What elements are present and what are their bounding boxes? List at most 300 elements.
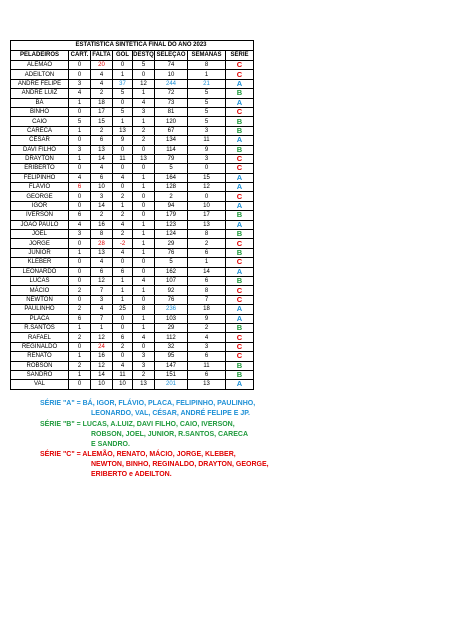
destq-cell: 1 <box>133 183 155 192</box>
falta-cell: 14 <box>91 201 113 210</box>
semanas-cell: 6 <box>188 248 226 257</box>
player-name: SANDRO <box>11 370 69 379</box>
player-name: CÉSAR <box>11 136 69 145</box>
gol-cell: 2 <box>113 192 133 201</box>
player-name: ANDRÉ LUIZ <box>11 89 69 98</box>
serie-cell: C <box>226 286 254 295</box>
selecao-cell: 76 <box>155 248 188 257</box>
player-name: IGOR <box>11 201 69 210</box>
player-name: PAULINHO <box>11 305 69 314</box>
semanas-cell: 11 <box>188 136 226 145</box>
legend-line: ROBSON, JOEL, JUNIOR, R.SANTOS, CARECA <box>91 431 249 438</box>
semanas-cell: 8 <box>188 230 226 239</box>
player-name: KLEBER <box>11 258 69 267</box>
gol-cell: 13 <box>113 126 133 135</box>
selecao-cell: 123 <box>155 220 188 229</box>
selecao-cell: 128 <box>155 183 188 192</box>
falta-cell: 28 <box>91 239 113 248</box>
destq-cell: 4 <box>133 276 155 285</box>
table-row <box>11 164 254 173</box>
player-name: JUNIOR <box>11 248 69 257</box>
player-name: DAVI FILHO <box>11 145 69 154</box>
falta-cell: 2 <box>91 89 113 98</box>
cart-cell: 5 <box>69 117 91 126</box>
cart-cell: 4 <box>69 89 91 98</box>
gol-cell: 1 <box>113 286 133 295</box>
cart-cell: 4 <box>69 173 91 182</box>
semanas-cell: 8 <box>188 61 226 70</box>
destq-cell: 1 <box>133 323 155 332</box>
cart-cell: 0 <box>69 342 91 351</box>
player-name: JOÃO PAULO <box>11 220 69 229</box>
selecao-cell: 147 <box>155 361 188 370</box>
selecao-cell: 79 <box>155 154 188 163</box>
destq-cell: 3 <box>133 361 155 370</box>
player-name: R.SANTOS <box>11 323 69 332</box>
gol-cell: 0 <box>113 145 133 154</box>
cart-cell: 0 <box>69 258 91 267</box>
table-row <box>11 370 254 379</box>
destq-cell: 1 <box>133 248 155 257</box>
cart-cell: 0 <box>69 61 91 70</box>
destq-cell: 0 <box>133 258 155 267</box>
gol-cell: 11 <box>113 154 133 163</box>
falta-cell: 4 <box>91 258 113 267</box>
falta-cell: 14 <box>91 154 113 163</box>
cart-cell: 0 <box>69 70 91 79</box>
col-destq: DESTQ <box>133 51 155 61</box>
cart-cell: 0 <box>69 295 91 304</box>
table-row <box>11 211 254 220</box>
table-row <box>11 154 254 163</box>
cart-cell: 1 <box>69 154 91 163</box>
table-row <box>11 314 254 323</box>
falta-cell: 6 <box>91 173 113 182</box>
selecao-cell: 236 <box>155 305 188 314</box>
serie-cell: B <box>226 117 254 126</box>
falta-cell: 12 <box>91 276 113 285</box>
cart-cell: 0 <box>69 136 91 145</box>
semanas-cell: 21 <box>188 79 226 88</box>
serie-cell: C <box>226 352 254 361</box>
serie-cell: C <box>226 61 254 70</box>
gol-cell: 4 <box>113 361 133 370</box>
destq-cell: 4 <box>133 333 155 342</box>
cart-cell: 1 <box>69 352 91 361</box>
cart-cell: 0 <box>69 107 91 116</box>
legend-line: ERIBERTO e ADEILTON. <box>91 471 172 478</box>
cart-cell: 3 <box>69 79 91 88</box>
gol-cell: 1 <box>113 117 133 126</box>
semanas-cell: 12 <box>188 183 226 192</box>
table-row <box>11 126 254 135</box>
col-peladeiros: PELADEIROS <box>11 51 69 61</box>
player-name: REGINALDO <box>11 342 69 351</box>
player-name: FELIPINHO <box>11 173 69 182</box>
selecao-cell: 5 <box>155 164 188 173</box>
cart-cell: 2 <box>69 305 91 314</box>
cart-cell: 6 <box>69 211 91 220</box>
selecao-cell: 5 <box>155 258 188 267</box>
player-name: BINHO <box>11 107 69 116</box>
selecao-cell: 92 <box>155 286 188 295</box>
selecao-cell: 124 <box>155 230 188 239</box>
falta-cell: 8 <box>91 230 113 239</box>
selecao-cell: 74 <box>155 61 188 70</box>
semanas-cell: 14 <box>188 267 226 276</box>
selecao-cell: 94 <box>155 201 188 210</box>
table-row <box>11 107 254 116</box>
serie-cell: C <box>226 342 254 351</box>
table-row <box>11 230 254 239</box>
destq-cell: 1 <box>133 220 155 229</box>
serie-cell: C <box>226 70 254 79</box>
destq-cell: 0 <box>133 211 155 220</box>
selecao-cell: 107 <box>155 276 188 285</box>
selecao-cell: 95 <box>155 352 188 361</box>
destq-cell: 0 <box>133 201 155 210</box>
legend-line: SÉRIE "B" = LUCAS, A.LUIZ, DAVI FILHO, CAIO, IVERSON, <box>40 421 235 428</box>
semanas-cell: 10 <box>188 201 226 210</box>
semanas-cell: 1 <box>188 70 226 79</box>
selecao-cell: 73 <box>155 98 188 107</box>
gol-cell: 0 <box>113 164 133 173</box>
semanas-cell: 0 <box>188 164 226 173</box>
table-row <box>11 248 254 257</box>
falta-cell: 20 <box>91 61 113 70</box>
gol-cell: 0 <box>113 352 133 361</box>
semanas-cell: 0 <box>188 192 226 201</box>
table-row <box>11 173 254 182</box>
falta-cell: 4 <box>91 305 113 314</box>
destq-cell: 1 <box>133 173 155 182</box>
table-row <box>11 286 254 295</box>
serie-cell: A <box>226 136 254 145</box>
semanas-cell: 5 <box>188 89 226 98</box>
destq-cell: 1 <box>133 286 155 295</box>
player-name: ROBSON <box>11 361 69 370</box>
semanas-cell: 7 <box>188 295 226 304</box>
gol-cell: 11 <box>113 370 133 379</box>
falta-cell: 17 <box>91 107 113 116</box>
gol-cell: 2 <box>113 211 133 220</box>
cart-cell: 1 <box>69 370 91 379</box>
player-name: ALEMÃO <box>11 61 69 70</box>
player-name: NEWTON <box>11 295 69 304</box>
player-name: CARECA <box>11 126 69 135</box>
serie-cell: A <box>226 380 254 389</box>
table-row <box>11 145 254 154</box>
semanas-cell: 2 <box>188 323 226 332</box>
gol-cell: -2 <box>113 239 133 248</box>
serie-cell: B <box>226 276 254 285</box>
table-row <box>11 276 254 285</box>
destq-cell: 13 <box>133 154 155 163</box>
selecao-cell: 164 <box>155 173 188 182</box>
falta-cell: 4 <box>91 70 113 79</box>
table-row <box>11 295 254 304</box>
table-row <box>11 323 254 332</box>
col-serie: SÉRIE <box>226 51 254 61</box>
serie-cell: C <box>226 239 254 248</box>
falta-cell: 7 <box>91 314 113 323</box>
table-row <box>11 192 254 201</box>
legend-serie-b <box>40 420 248 450</box>
player-name: LEONARDO <box>11 267 69 276</box>
cart-cell: 6 <box>69 314 91 323</box>
gol-cell: 0 <box>113 323 133 332</box>
cart-cell: 3 <box>69 230 91 239</box>
table-row <box>11 333 254 342</box>
serie-cell: C <box>226 258 254 267</box>
gol-cell: 1 <box>113 276 133 285</box>
falta-cell: 10 <box>91 183 113 192</box>
player-name: PLACA <box>11 314 69 323</box>
falta-cell: 3 <box>91 192 113 201</box>
cart-cell: 1 <box>69 126 91 135</box>
selecao-cell: 201 <box>155 380 188 389</box>
destq-cell: 12 <box>133 79 155 88</box>
table-row <box>11 220 254 229</box>
semanas-cell: 1 <box>188 258 226 267</box>
falta-cell: 2 <box>91 126 113 135</box>
destq-cell: 13 <box>133 380 155 389</box>
falta-cell: 12 <box>91 361 113 370</box>
destq-cell: 1 <box>133 89 155 98</box>
destq-cell: 0 <box>133 145 155 154</box>
falta-cell: 12 <box>91 333 113 342</box>
selecao-cell: 76 <box>155 295 188 304</box>
gol-cell: 0 <box>113 183 133 192</box>
gol-cell: 1 <box>113 201 133 210</box>
serie-cell: C <box>226 164 254 173</box>
player-name: GEORGE <box>11 192 69 201</box>
falta-cell: 7 <box>91 286 113 295</box>
cart-cell: 2 <box>69 286 91 295</box>
falta-cell: 16 <box>91 352 113 361</box>
cart-cell: 2 <box>69 361 91 370</box>
selecao-cell: 162 <box>155 267 188 276</box>
serie-cell: A <box>226 305 254 314</box>
destq-cell: 0 <box>133 267 155 276</box>
col-semanas: SEMANAS <box>188 51 226 61</box>
gol-cell: 0 <box>113 61 133 70</box>
table-row <box>11 342 254 351</box>
player-name: IVERSON <box>11 211 69 220</box>
destq-cell: 0 <box>133 70 155 79</box>
table-row <box>11 201 254 210</box>
falta-cell: 3 <box>91 295 113 304</box>
destq-cell: 2 <box>133 370 155 379</box>
player-name: JORGE <box>11 239 69 248</box>
table-row <box>11 258 254 267</box>
serie-cell: B <box>226 370 254 379</box>
semanas-cell: 3 <box>188 342 226 351</box>
table-row <box>11 61 254 70</box>
selecao-cell: 67 <box>155 126 188 135</box>
legend-line: SÉRIE "C" = ALEMÃO, RENATO, MÁCIO, JORGE, KLEBER, <box>40 451 236 458</box>
gol-cell: 1 <box>113 295 133 304</box>
table-row <box>11 305 254 314</box>
serie-cell: C <box>226 107 254 116</box>
serie-cell: B <box>226 211 254 220</box>
destq-cell: 1 <box>133 230 155 239</box>
gol-cell: 4 <box>113 173 133 182</box>
semanas-cell: 6 <box>188 352 226 361</box>
destq-cell: 3 <box>133 352 155 361</box>
player-name: LUCAS <box>11 276 69 285</box>
selecao-cell: 32 <box>155 342 188 351</box>
destq-cell: 0 <box>133 295 155 304</box>
serie-cell: B <box>226 126 254 135</box>
legend-line: E SANDRO. <box>91 441 130 448</box>
table-row <box>11 79 254 88</box>
semanas-cell: 11 <box>188 361 226 370</box>
selecao-cell: 81 <box>155 107 188 116</box>
table-row <box>11 267 254 276</box>
destq-cell: 1 <box>133 239 155 248</box>
selecao-cell: 72 <box>155 89 188 98</box>
semanas-cell: 9 <box>188 314 226 323</box>
semanas-cell: 9 <box>188 145 226 154</box>
destq-cell: 1 <box>133 117 155 126</box>
serie-cell: C <box>226 154 254 163</box>
cart-cell: 6 <box>69 183 91 192</box>
selecao-cell: 29 <box>155 323 188 332</box>
table-row <box>11 361 254 370</box>
selecao-cell: 244 <box>155 79 188 88</box>
serie-cell: B <box>226 145 254 154</box>
serie-cell: A <box>226 183 254 192</box>
cart-cell: 0 <box>69 276 91 285</box>
cart-cell: 1 <box>69 248 91 257</box>
falta-cell: 2 <box>91 211 113 220</box>
gol-cell: 37 <box>113 79 133 88</box>
semanas-cell: 18 <box>188 305 226 314</box>
gol-cell: 0 <box>113 98 133 107</box>
semanas-cell: 15 <box>188 173 226 182</box>
falta-cell: 1 <box>91 323 113 332</box>
gol-cell: 0 <box>113 258 133 267</box>
player-name: RAFAEL <box>11 333 69 342</box>
selecao-cell: 2 <box>155 192 188 201</box>
serie-cell: A <box>226 220 254 229</box>
destq-cell: 5 <box>133 61 155 70</box>
serie-cell: C <box>226 192 254 201</box>
player-name: VAL <box>11 380 69 389</box>
serie-cell: B <box>226 361 254 370</box>
falta-cell: 6 <box>91 136 113 145</box>
gol-cell: 0 <box>113 314 133 323</box>
gol-cell: 25 <box>113 305 133 314</box>
stats-table <box>10 40 254 390</box>
table-row <box>11 98 254 107</box>
falta-cell: 6 <box>91 267 113 276</box>
gol-cell: 4 <box>113 220 133 229</box>
table-row <box>11 380 254 389</box>
serie-cell: C <box>226 295 254 304</box>
semanas-cell: 5 <box>188 107 226 116</box>
semanas-cell: 3 <box>188 154 226 163</box>
selecao-cell: 29 <box>155 239 188 248</box>
player-name: ERIBERTO <box>11 164 69 173</box>
semanas-cell: 8 <box>188 286 226 295</box>
semanas-cell: 13 <box>188 380 226 389</box>
player-name: CAIO <box>11 117 69 126</box>
table-title: ESTATÍSTICA SINTÉTICA FINAL DO ANO 2023 <box>10 40 254 50</box>
legend-serie-c <box>40 450 269 480</box>
falta-cell: 16 <box>91 220 113 229</box>
serie-cell: C <box>226 333 254 342</box>
serie-cell: A <box>226 173 254 182</box>
serie-cell: A <box>226 98 254 107</box>
cart-cell: 1 <box>69 98 91 107</box>
serie-cell: B <box>226 248 254 257</box>
serie-cell: A <box>226 79 254 88</box>
semanas-cell: 6 <box>188 370 226 379</box>
semanas-cell: 5 <box>188 98 226 107</box>
player-name: FLÁVIO <box>11 183 69 192</box>
player-name: BÁ <box>11 98 69 107</box>
legend-line: NEWTON, BINHO, REGINALDO, DRAYTON, GEORGE, <box>91 461 269 468</box>
cart-cell: 0 <box>69 164 91 173</box>
col-falta: FALTA <box>91 51 113 61</box>
destq-cell: 2 <box>133 126 155 135</box>
gol-cell: 2 <box>113 342 133 351</box>
gol-cell: 2 <box>113 230 133 239</box>
semanas-cell: 3 <box>188 126 226 135</box>
serie-cell: B <box>226 89 254 98</box>
gol-cell: 9 <box>113 136 133 145</box>
table-row <box>11 136 254 145</box>
semanas-cell: 17 <box>188 211 226 220</box>
table-row <box>11 239 254 248</box>
player-name: ANDRÉ FELIPE <box>11 79 69 88</box>
cart-cell: 0 <box>69 380 91 389</box>
semanas-cell: 13 <box>188 220 226 229</box>
player-name: DRAYTON <box>11 154 69 163</box>
gol-cell: 5 <box>113 89 133 98</box>
serie-cell: A <box>226 201 254 210</box>
player-name: ADEILTON <box>11 70 69 79</box>
legend-line: SÉRIE "A" = BÁ, IGOR, FLÁVIO, PLACA, FELIPINHO, PAULINHO, <box>40 400 256 407</box>
cart-cell: 4 <box>69 220 91 229</box>
col-selecao: SELEÇÃO <box>155 51 188 61</box>
destq-cell: 3 <box>133 107 155 116</box>
selecao-cell: 151 <box>155 370 188 379</box>
selecao-cell: 114 <box>155 145 188 154</box>
selecao-cell: 103 <box>155 314 188 323</box>
gol-cell: 4 <box>113 248 133 257</box>
falta-cell: 4 <box>91 164 113 173</box>
falta-cell: 18 <box>91 98 113 107</box>
semanas-cell: 6 <box>188 276 226 285</box>
table-body <box>11 61 254 390</box>
gol-cell: 5 <box>113 107 133 116</box>
falta-cell: 10 <box>91 380 113 389</box>
destq-cell: 0 <box>133 342 155 351</box>
cart-cell: 0 <box>69 239 91 248</box>
falta-cell: 15 <box>91 117 113 126</box>
col-cart: CART. <box>69 51 91 61</box>
falta-cell: 13 <box>91 145 113 154</box>
legend-serie-a <box>40 399 255 419</box>
table-row <box>11 70 254 79</box>
player-name: JOEL <box>11 230 69 239</box>
semanas-cell: 2 <box>188 239 226 248</box>
header-row <box>11 51 254 61</box>
gol-cell: 10 <box>113 380 133 389</box>
